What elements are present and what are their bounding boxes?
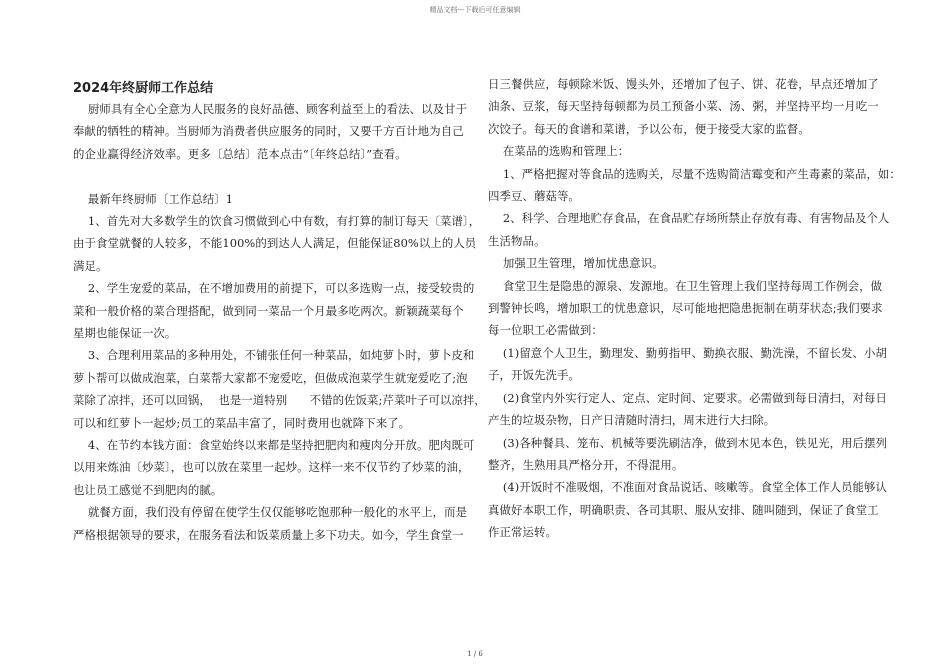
text-line: 星期也能保证一次。 <box>73 326 177 341</box>
text-line: 整齐，生熟用具严格分开，不得混用。 <box>488 457 684 472</box>
text-line: (2)食堂内外实行定人、定点、定时间、定要求。必需做到每日清扫，对每日 <box>488 390 888 405</box>
text-line: 次饺子。每天的食谱和菜谱，予以公布，便于接受大家的监督。 <box>488 121 810 136</box>
text-line: 满足。 <box>73 258 108 273</box>
text-line: (4)开饭时不准吸烟，不准面对食品说话、咳嗽等。食堂全体工作人员能够认 <box>488 480 888 495</box>
text-line: 的企业赢得经济效率。更多〔总结〕范本点击“〔年终总结〕”查看。 <box>73 146 407 161</box>
text-line: 每一位职工必需做到： <box>488 323 603 338</box>
text-line: 由于食堂就餐的人较多，不能100%的到达人人满足，但能保证80%以上的人员 <box>73 236 477 251</box>
text-line: 2、科学、合理地贮存食品，在食品贮存场所禁止存放有毒、有害物品及个人 <box>488 211 890 226</box>
text-line: 就餐方面，我们没有停留在使学生仅仅能够吃饱那种一般化的水平上，而是 <box>73 505 468 520</box>
text-line: 四季豆、蘑菇等。 <box>488 189 580 204</box>
text-line: 日三餐供应，每顿除米饭、馒头外，还增加了包子、饼、花卷，早点还增加了 <box>488 77 879 91</box>
text-line: 食堂卫生是隐患的源泉、发源地。在卫生管理上我们坚持每周工作例会，做 <box>488 278 883 293</box>
text-line: (3)各种餐具、笼布、机械等要洗刷洁净，做到木见本色，铁见光，用后摆列 <box>488 435 888 450</box>
right-column <box>488 73 901 544</box>
text-line: 到警钟长鸣，增加职工的忧患意识，尽可能地把隐患扼制在萌芽状态;我们要求 <box>488 301 883 316</box>
left-column <box>73 98 486 546</box>
text-line: 在菜品的选购和管理上： <box>488 144 630 159</box>
text-line: 产生的垃圾杂物，日产日清随时清扫，周末进行大扫除。 <box>488 413 776 428</box>
text-line: 严格根据领导的要求，在服务看法和饭菜质量上多下功夫。如今，学生食堂一 <box>73 527 464 542</box>
text-line: 4、在节约本钱方面：食堂始终以来都是坚持把肥肉和瘦肉分开放。肥肉既可 <box>73 438 475 453</box>
text-line: 也让员工感觉不到肥肉的腻。 <box>73 482 223 497</box>
text-line: 子，开饭先洗手。 <box>488 368 580 383</box>
text-line: 真做好本职工作，明确职责、各司其职、服从安排、随叫随到，保证了食堂工 <box>488 502 879 517</box>
page-number: 1 / 6 <box>467 650 483 658</box>
text-line: 可以和红萝卜一起炒;员工的菜品丰富了，同时费用也就降下来了。 <box>73 415 411 430</box>
text-line: 作正常运转。 <box>488 525 557 540</box>
text-line: (1)留意个人卫生，勤理发、勤剪指甲、勤换衣服、勤洗澡，不留长发、小胡 <box>488 345 888 360</box>
text-line: 生活物品。 <box>488 233 546 248</box>
text-line: 奉献的牺牲的精神。当厨师为消费者供应服务的同时，又要千方百计地为自己 <box>73 124 464 139</box>
text-line: 菜和一般价格的菜合理搭配，做到同一菜品一个月最多吃两次。新颖蔬菜每个 <box>73 303 464 318</box>
page-header: 精品文档---下载后可任意编辑 <box>429 6 521 14</box>
text-line: 1、首先对大多数学生的饮食习惯做到心中有数，有打算的制订每天〔菜谱〕， <box>73 214 481 229</box>
text-line: 厨师具有全心全意为人民服务的良好品德、顾客利益至上的看法、以及甘于 <box>73 102 468 116</box>
text-line: 油条、豆浆，每天坚持每顿都为员工预备小菜、汤、粥，并坚持平均一月吃一 <box>488 99 879 114</box>
text-line: 加强卫生管理，增加忧患意识。 <box>488 256 664 271</box>
text-line: 菜除了凉拌，还可以回锅， 也是一道特别 不错的佐饭菜;芹菜叶子可以凉拌， <box>73 393 486 408</box>
text-line: 以用来炼油〔炒菜〕，也可以放在菜里一起炒。这样一来不仅节约了炒菜的油， <box>73 460 470 475</box>
text-line: 3、合理利用菜品的多种用处，不铺张任何一种菜品，如炖萝卜时，萝卜皮和 <box>73 348 475 363</box>
document-title: 2024年终厨师工作总结 <box>73 81 214 96</box>
text-line: 萝卜帮可以做成泡菜，白菜帮大家都不宠爱吃，但做成泡菜学生就宠爱吃了;泡 <box>73 370 468 385</box>
text-line: 1、严格把握对等食品的选购关，尽量不选购简洁霉变和产生毒素的菜品，如： <box>488 166 901 181</box>
text-line: 最新年终厨师〔工作总结〕1 <box>73 191 234 206</box>
text-line <box>73 165 468 187</box>
text-line: 2、学生宠爱的菜品，在不增加费用的前提下，可以多选购一点，接受较贵的 <box>73 281 475 296</box>
